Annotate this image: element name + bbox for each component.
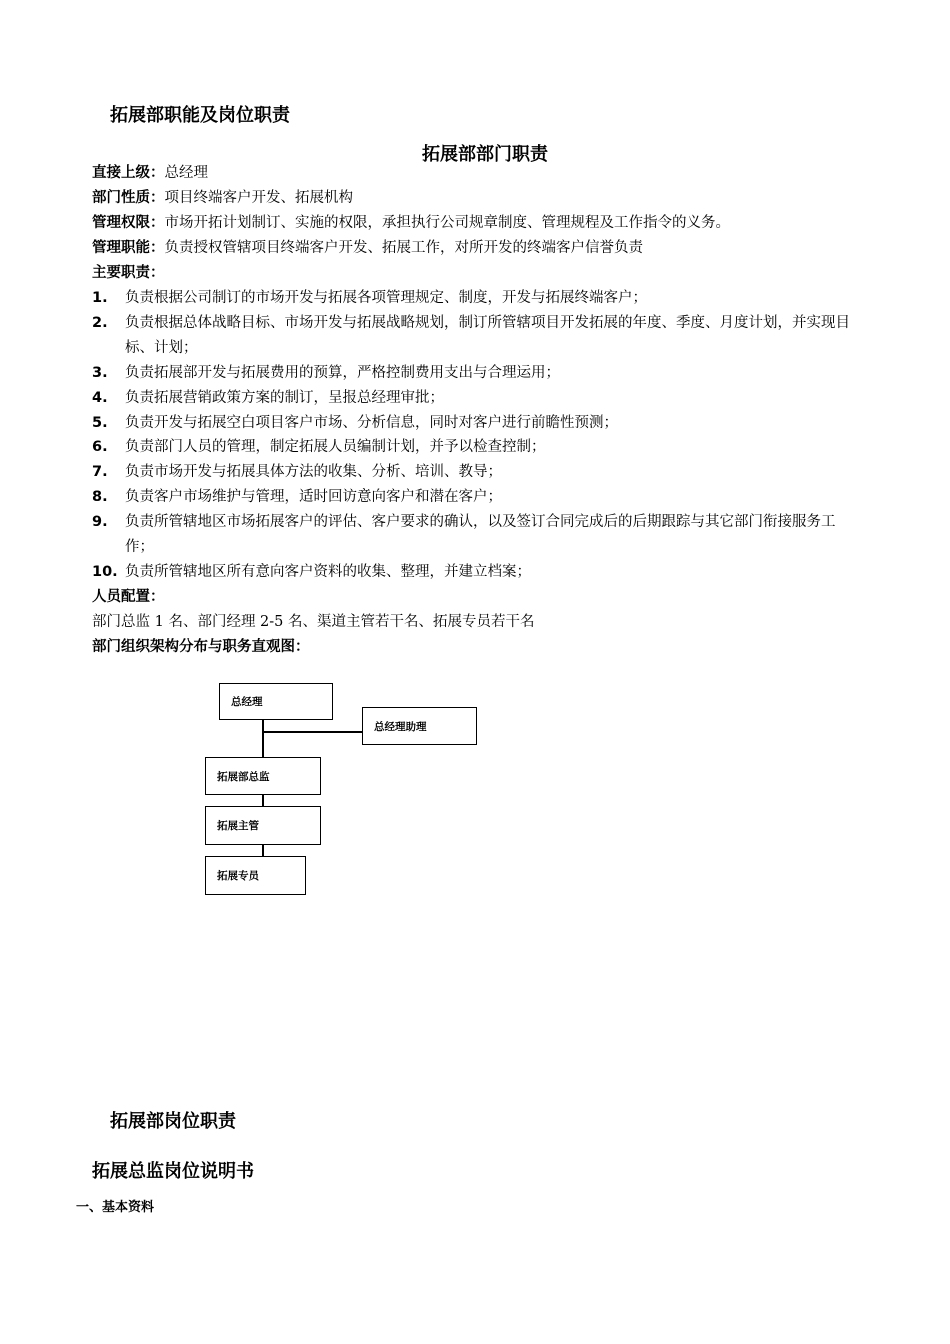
post-subtitle: 拓展总监岗位说明书 (92, 1161, 254, 1182)
field-function (92, 236, 643, 260)
duty-text: 负责客户市场维护与管理，适时回访意向客户和潜在客户； (125, 489, 502, 505)
org-box-general-manager: 总经理 (219, 683, 333, 720)
duty-number: 5. (92, 415, 108, 431)
duties-label: 主要职责： (92, 265, 165, 281)
org-box-specialist: 拓展专员 (205, 856, 306, 895)
duty-item (92, 311, 862, 361)
field-value: 市场开拓计划制订、实施的权限，承担执行公司规章制度、管理规程及工作指令的义务。 (164, 215, 730, 231)
connector-line (262, 719, 264, 758)
section-title: 拓展部部门职责 (422, 144, 548, 165)
duty-number: 10. (92, 564, 118, 580)
basic-info-heading: 一、基本资料 (76, 1200, 155, 1215)
duty-text: 负责市场开发与拓展具体方法的收集、分析、培训、教导； (125, 464, 502, 480)
connector-line (262, 731, 363, 733)
field-value: 总经理 (164, 165, 208, 181)
field-authority (92, 211, 730, 235)
duty-item (92, 485, 862, 510)
duty-text: 负责开发与拓展空白项目客户市场、分析信息，同时对客户进行前瞻性预测； (125, 415, 618, 431)
org-box-director: 拓展部总监 (205, 757, 321, 795)
duty-item (92, 411, 862, 436)
duty-text: 负责拓展部开发与拓展费用的预算，严格控制费用支出与合理运用； (125, 365, 560, 381)
duty-item (92, 510, 862, 560)
duty-item (92, 460, 862, 485)
org-chart-label: 部门组织架构分布与职务直观图： (92, 639, 310, 655)
org-box-supervisor: 拓展主管 (205, 806, 321, 845)
org-box-gm-assistant: 总经理助理 (362, 707, 477, 745)
duty-item (92, 361, 862, 386)
duty-number: 8. (92, 489, 108, 505)
duty-text: 负责拓展营销政策方案的制订，呈报总经理审批； (125, 390, 444, 406)
duty-text: 负责根据公司制订的市场开发与拓展各项管理规定、制度，开发与拓展终端客户； (125, 290, 647, 306)
post-title: 拓展部岗位职责 (110, 1111, 236, 1132)
field-nature (92, 186, 353, 210)
document-title: 拓展部职能及岗位职责 (110, 105, 290, 126)
field-label: 管理权限： (92, 215, 165, 231)
duty-item (92, 386, 862, 411)
duty-item (92, 286, 862, 311)
duty-number: 4. (92, 390, 108, 406)
field-label: 直接上级： (92, 165, 165, 181)
duty-number: 2. (92, 315, 108, 331)
duty-item (92, 435, 862, 460)
field-label: 管理职能： (92, 240, 165, 256)
staffing-text: 部门总监 1 名、部门经理 2-5 名、渠道主管若干名、拓展专员若干名 (92, 614, 535, 630)
field-label: 部门性质： (92, 190, 165, 206)
duty-number: 3. (92, 365, 108, 381)
duty-number: 9. (92, 514, 108, 530)
duty-number: 6. (92, 439, 108, 455)
duty-text: 负责所管辖地区市场拓展客户的评估、客户要求的确认，以及签订合同完成后的后期跟踪与其它部门衔接服务工作； (125, 514, 836, 555)
field-value: 负责授权管辖项目终端客户开发、拓展工作，对所开发的终端客户信誉负责 (164, 240, 643, 256)
duty-text: 负责根据总体战略目标、市场开发与拓展战略规划，制订所管辖项目开发拓展的年度、季度、月度计划，并实现目标、计划； (125, 315, 850, 356)
duty-item (92, 560, 862, 585)
staffing-label: 人员配置： (92, 589, 165, 605)
field-superior (92, 161, 208, 185)
duty-number: 1. (92, 290, 108, 306)
duty-text: 负责所管辖地区所有意向客户资料的收集、整理，并建立档案； (125, 564, 531, 580)
duty-text: 负责部门人员的管理，制定拓展人员编制计划，并予以检查控制； (125, 439, 546, 455)
duty-number: 7. (92, 464, 108, 480)
field-value: 项目终端客户开发、拓展机构 (164, 190, 353, 206)
